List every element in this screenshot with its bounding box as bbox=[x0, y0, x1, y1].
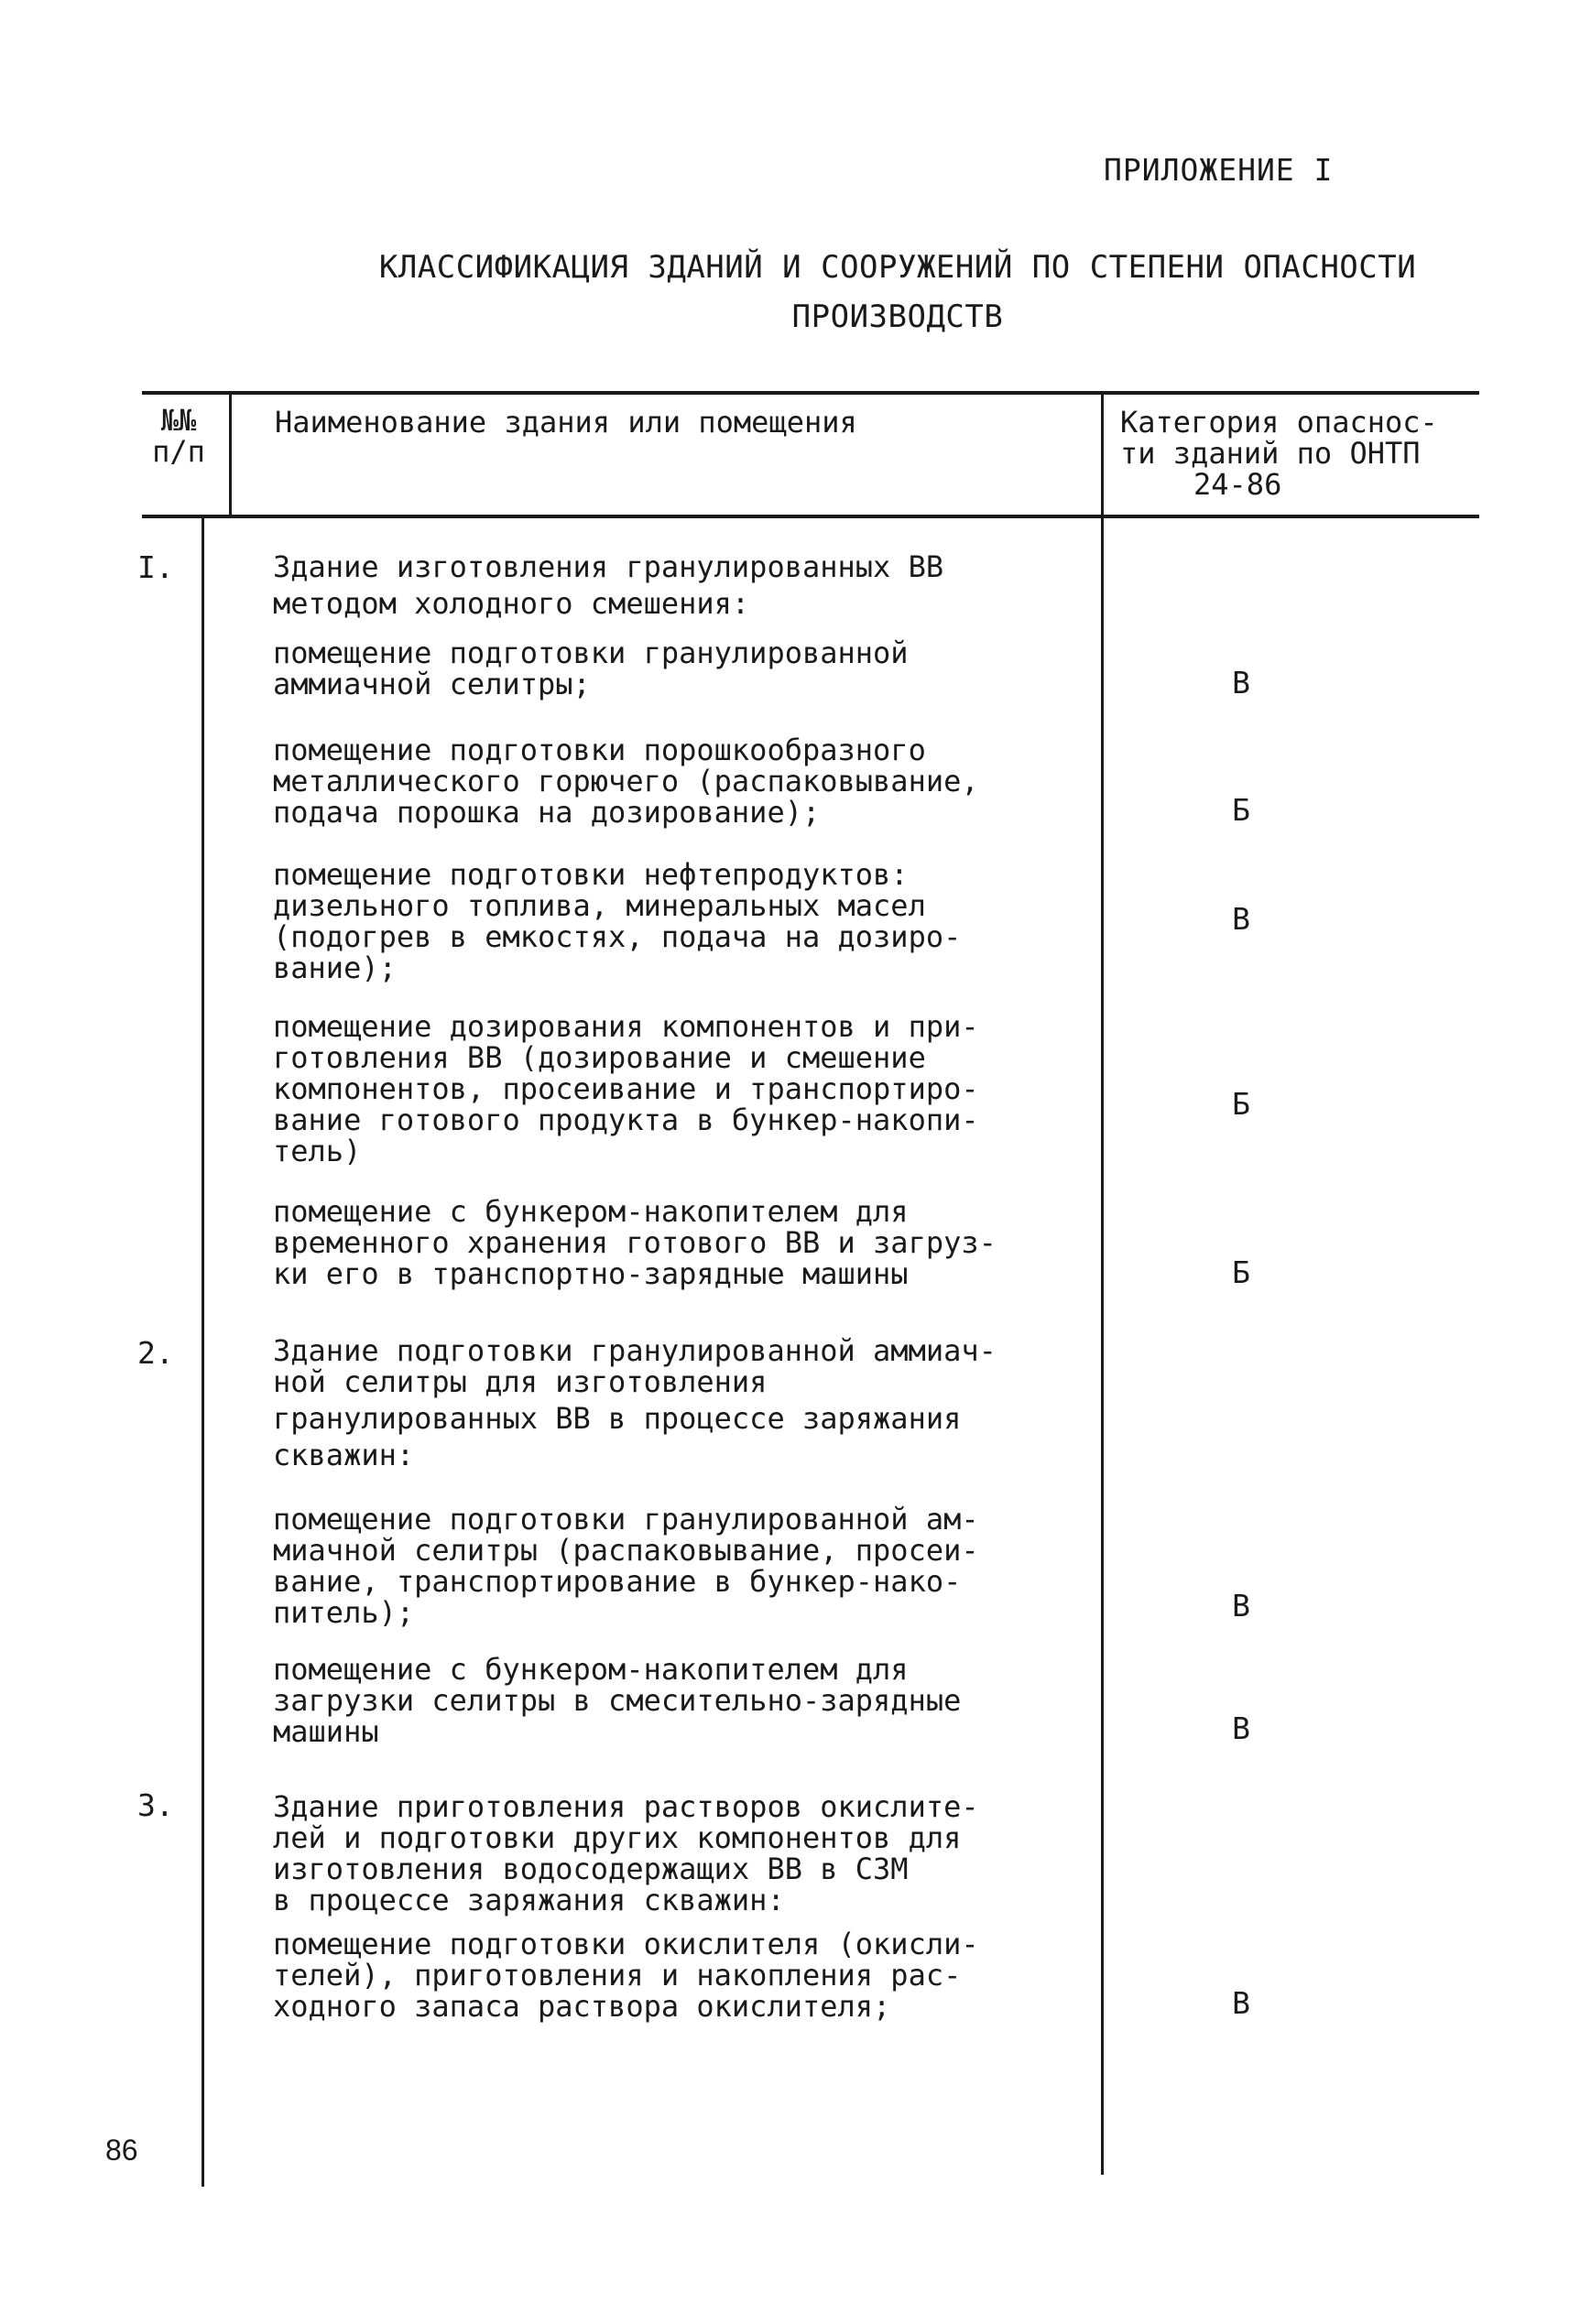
row-line: Здание подготовки гранулированной аммиач- bbox=[273, 1333, 997, 1368]
column-header-category-line2: ти зданий по ОНТП bbox=[1120, 436, 1421, 471]
row-line: методом холодного смешения: bbox=[273, 586, 750, 621]
row-line: готовления ВВ (дозирование и смешение bbox=[273, 1040, 926, 1075]
row-line: ки его в транспортно-зарядные машины bbox=[273, 1256, 909, 1291]
column-header-number-line2: п/п bbox=[152, 434, 205, 469]
document-title-line1: КЛАССИФИКАЦИЯ ЗДАНИЙ И СООРУЖЕНИЙ ПО СТЕПЕНИ ОПАСНОСТИ bbox=[378, 249, 1417, 286]
row-line: ходного запаса раствора окислителя; bbox=[273, 1989, 891, 2024]
column-header-number bbox=[137, 405, 220, 467]
row-number: 3. bbox=[137, 1787, 174, 1823]
row-line: гранулированных ВВ в процессе заряжания bbox=[273, 1401, 962, 1436]
table-divider-right bbox=[1101, 394, 1104, 2175]
row-line: вание); bbox=[273, 950, 397, 985]
column-header-category bbox=[1120, 407, 1487, 500]
row-line: загрузки селитры в смесительно-зарядные bbox=[273, 1683, 962, 1718]
row-line: помещение подготовки окислителя (окисли- bbox=[273, 1927, 979, 1961]
row-line: Здание изготовления гранулированных ВВ bbox=[273, 549, 944, 584]
row-category: В bbox=[1232, 1985, 1250, 2021]
row-line: помещение подготовки нефтепродуктов: bbox=[273, 857, 909, 892]
row-category: Б bbox=[1232, 1086, 1250, 1122]
row-number: 2. bbox=[137, 1335, 174, 1371]
row-line: помещение дозирования компонентов и при- bbox=[273, 1009, 979, 1044]
table-row-text bbox=[273, 1504, 1097, 1628]
row-line: временного хранения готового ВВ и загруз- bbox=[273, 1225, 997, 1260]
table-row-text bbox=[273, 1196, 1097, 1289]
row-category: В bbox=[1232, 1588, 1250, 1624]
row-line: машины bbox=[273, 1714, 379, 1749]
row-line: изготовления водосодержащих ВВ в СЗМ bbox=[273, 1852, 909, 1886]
row-line: помещение подготовки порошкообразного bbox=[273, 733, 926, 767]
appendix-label: ПРИЛОЖЕНИЕ I bbox=[1104, 152, 1334, 188]
row-line: (подогрев в емкостях, подача на дозиро- bbox=[273, 919, 962, 954]
row-number: I. bbox=[137, 549, 174, 585]
row-line: аммиачной селитры; bbox=[273, 667, 591, 701]
row-line: скважин: bbox=[273, 1438, 415, 1472]
column-header-number-line1: №№ bbox=[160, 403, 197, 438]
table-top-rule bbox=[142, 391, 1479, 395]
row-line: тель) bbox=[273, 1134, 362, 1168]
row-line: вание готового продукта в бункер-накопи- bbox=[273, 1102, 979, 1137]
table-row-text bbox=[273, 1654, 1097, 1747]
row-category: В bbox=[1232, 1710, 1250, 1746]
row-line: компонентов, просеивание и транспортиро- bbox=[273, 1071, 979, 1106]
row-line: помещение с бункером-накопителем для bbox=[273, 1652, 909, 1687]
row-line: вание, транспортирование в бункер-нако- bbox=[273, 1564, 962, 1599]
row-line: в процессе заряжания скважин: bbox=[273, 1883, 785, 1917]
table-row-text bbox=[273, 859, 1097, 983]
table-divider-left bbox=[229, 394, 232, 516]
row-category: Б bbox=[1232, 1254, 1250, 1290]
page-number: 86 bbox=[105, 2134, 138, 2167]
table-row-text bbox=[273, 1928, 1097, 2022]
row-line: миачной селитры (распаковывание, просеи- bbox=[273, 1533, 979, 1568]
table-row-text bbox=[273, 637, 1097, 700]
row-line: телей), приготовления и накопления рас- bbox=[273, 1958, 962, 1993]
table-row-text bbox=[273, 734, 1097, 828]
column-header-category-line1: Категория опаснос- bbox=[1120, 405, 1438, 440]
row-line: металлического горючего (распаковывание, bbox=[273, 764, 979, 798]
row-line: ной селитры для изготовления bbox=[273, 1364, 768, 1399]
row-line: лей и подготовки других компонентов для bbox=[273, 1820, 962, 1855]
row-line: помещение с бункером-накопителем для bbox=[273, 1194, 909, 1229]
row-category: В bbox=[1232, 665, 1250, 700]
table-row-text bbox=[273, 551, 1097, 619]
row-line: дизельного топлива, минеральных масел bbox=[273, 888, 926, 923]
row-line: помещение подготовки гранулированной bbox=[273, 635, 909, 670]
table-row-text bbox=[273, 1791, 1097, 1916]
row-category: Б bbox=[1232, 792, 1250, 828]
row-line: Здание приготовления растворов окислите- bbox=[273, 1789, 979, 1824]
row-line: помещение подготовки гранулированной ам- bbox=[273, 1502, 979, 1537]
row-category: В bbox=[1232, 901, 1250, 937]
column-header-category-line3: 24-86 bbox=[1193, 467, 1282, 502]
document-title-line2: ПРОИЗВОДСТВ bbox=[791, 299, 1004, 335]
column-header-name: Наименование здания или помещения bbox=[275, 405, 857, 440]
table-row-text bbox=[273, 1335, 1097, 1471]
table-row-text bbox=[273, 1011, 1097, 1167]
row-line: питель); bbox=[273, 1595, 415, 1630]
table-header-rule bbox=[142, 515, 1479, 518]
row-line: подача порошка на дозирование); bbox=[273, 795, 821, 830]
